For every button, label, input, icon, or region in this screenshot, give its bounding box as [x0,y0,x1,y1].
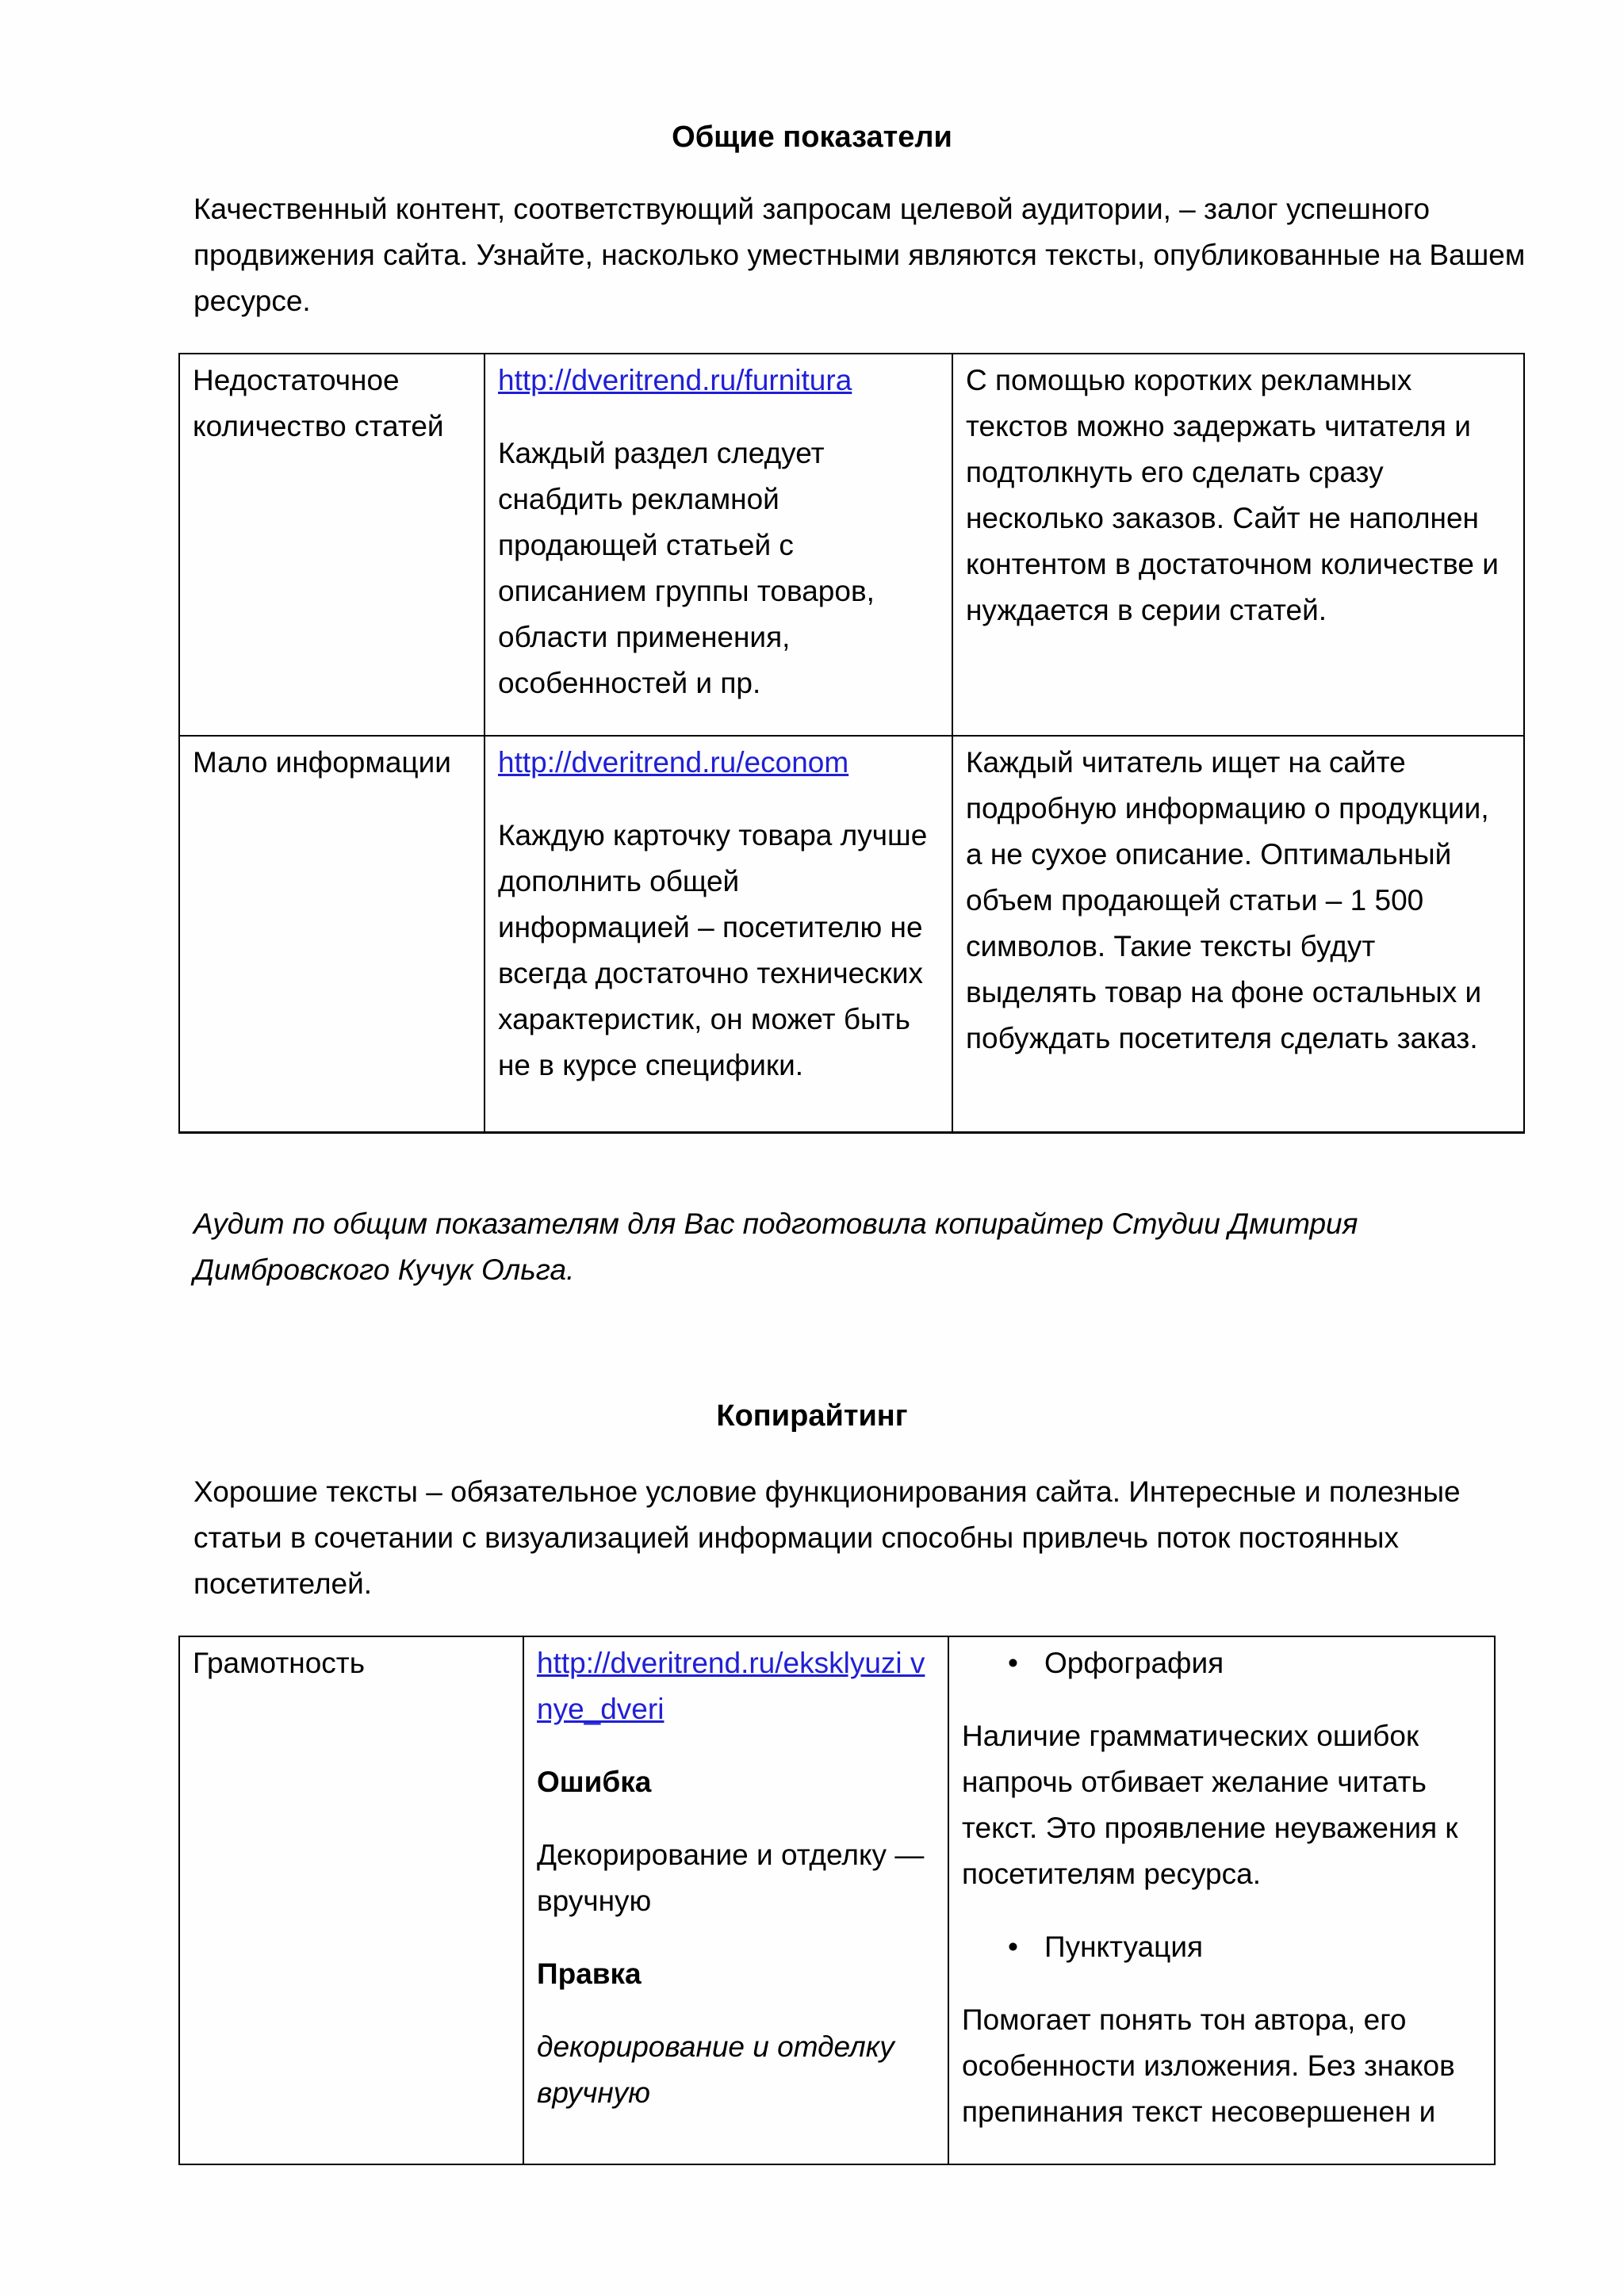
recommendation-text: Каждый раздел следует снабдить рекламной продающей статьей с описанием группы товаров, области применения, особенностей и пр. [498,437,875,699]
table-row [179,354,1524,736]
issue-cell: Грамотность [179,1636,523,2164]
issue-cell: Недостаточное количество статей [179,354,485,736]
link-cell [485,354,952,736]
link-cell [523,1636,948,2164]
section-intro-copywriting: Хорошие тексты – обязательное условие функционирования сайта. Интересные и полезные статьи в сочетании с визуализацией информации способны привлечь поток постоянных посетителей. [193,1475,1461,1600]
explanation-cell: С помощью коротких рекламных текстов можно задержать читателя и подтолкнуть его сделать сразу несколько заказов. Сайт не наполнен контентом в достаточном количестве и нуждается в серии статей. [952,354,1524,736]
link-cell [485,736,952,1132]
list-item: • Орфография [962,1640,1481,1686]
section-title-general: Общие показатели [672,121,952,154]
section-title-copywriting: Копирайтинг [716,1399,908,1433]
issue-cell: Мало информации [179,736,485,1132]
recommendation-text: Каждую карточку товара лучше дополнить общей информацией – посетителю не всегда достаточно технических характеристик, он может быть не в курсе специфики. [498,819,928,1081]
fix-text: декорирование и отделку вручную [537,2030,894,2109]
table-row [179,1636,1495,2164]
bullet-description: Наличие грамматических ошибок напрочь отбивает желание читать текст. Это проявление неуважения к посетителям ресурса. [962,1720,1458,1890]
error-label: Ошибка [537,1766,652,1798]
table-row [179,736,1524,1132]
author-note: Аудит по общим показателям для Вас подготовила копирайтер Студии Дмитрия Димбровского Кучук Ольга. [193,1207,1358,1286]
bullet-icon: • [1008,1647,1018,1679]
error-text: Декорирование и отделку — вручную [537,1839,925,1917]
bullet-icon: • [1008,1931,1018,1963]
copywriting-table [178,1636,1496,2165]
page-link[interactable]: http://dveritrend.ru/furnitura [498,364,852,396]
page-link[interactable]: http://dveritrend.ru/econom [498,746,849,779]
explanation-cell [948,1636,1495,2164]
fix-label: Правка [537,1957,642,1990]
bullet-description: Помогает понять тон автора, его особенности изложения. Без знаков препинания текст несовершенен и [962,2003,1455,2128]
general-metrics-table [178,353,1525,1134]
page-link[interactable]: http://dveritrend.ru/eksklyuzi vnye_dveri [537,1647,925,1725]
section-intro-general: Качественный контент, соответствующий запросам целевой аудитории, – залог успешного продвижения сайта. Узнайте, насколько уместными являются тексты, опубликованные на Вашем ресурсе. [193,193,1526,317]
explanation-cell: Каждый читатель ищет на сайте подробную информацию о продукции, а не сухое описание. Оптимальный объем продающей статьи – 1 500 символов. Такие тексты будут выделять товар на фоне остальных и побуждать посетителя сделать заказ. [952,736,1524,1132]
list-item: • Пунктуация [962,1924,1481,1970]
